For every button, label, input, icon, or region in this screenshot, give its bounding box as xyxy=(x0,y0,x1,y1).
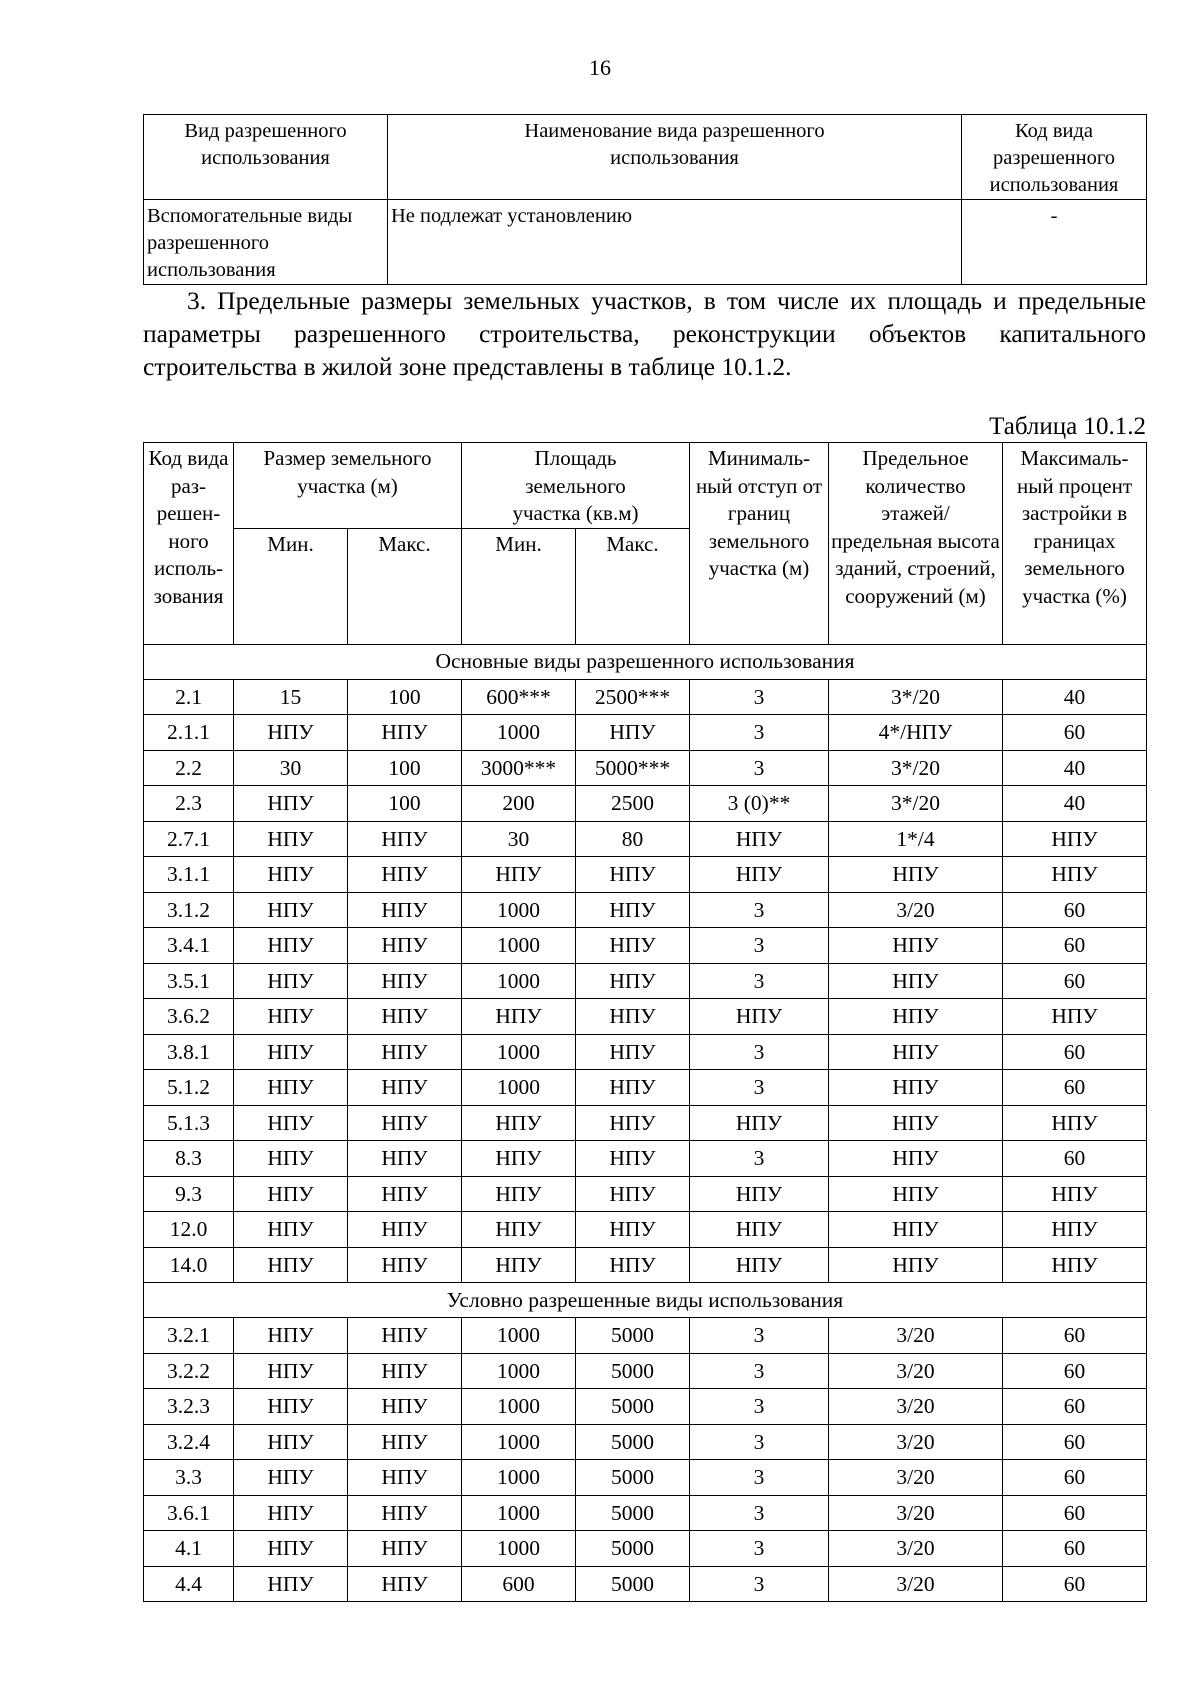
cell-code: 14.0 xyxy=(144,1247,234,1283)
cell-min-offset: НПУ xyxy=(690,1176,829,1212)
cell-area-min: 1000 xyxy=(462,1389,576,1425)
header-size-max: Макс. xyxy=(348,528,462,644)
cell-code: 12.0 xyxy=(144,1212,234,1248)
cell-max-percent: НПУ xyxy=(1003,821,1147,857)
table-row xyxy=(144,1070,1147,1106)
table-row xyxy=(144,1531,1147,1567)
cell-floors-height: 3*/20 xyxy=(829,679,1003,715)
cell-min-offset: 3 xyxy=(690,1424,829,1460)
cell-size-min: НПУ xyxy=(234,857,348,893)
cell-size-max: НПУ xyxy=(348,1460,462,1496)
cell-code: 8.3 xyxy=(144,1141,234,1177)
cell-area-max: НПУ xyxy=(576,1212,690,1248)
cell-min-offset: 3 xyxy=(690,750,829,786)
cell-area-min: 1000 xyxy=(462,1034,576,1070)
cell-max-percent: 60 xyxy=(1003,1034,1147,1070)
cell-max-percent: НПУ xyxy=(1003,1105,1147,1141)
cell-floors-height: 3/20 xyxy=(829,1353,1003,1389)
cell-floors-height: 3/20 xyxy=(829,1495,1003,1531)
table-row xyxy=(144,1176,1147,1212)
cell-size-min: НПУ xyxy=(234,1353,348,1389)
cell-size-max: НПУ xyxy=(348,1247,462,1283)
cell-area-max: 2500*** xyxy=(576,679,690,715)
cell-min-offset: 3 xyxy=(690,928,829,964)
cell-floors-height: НПУ xyxy=(829,999,1003,1035)
cell-max-percent: 60 xyxy=(1003,892,1147,928)
header-code: Код вида раз- решен- ного исполь- зования xyxy=(144,443,234,645)
cell-floors-height: НПУ xyxy=(829,1034,1003,1070)
cell-size-max: НПУ xyxy=(348,928,462,964)
cell-size-min: 15 xyxy=(234,679,348,715)
cell-min-offset: 3 xyxy=(690,1353,829,1389)
cell-size-min: НПУ xyxy=(234,1531,348,1567)
code-dash-cell: - xyxy=(962,200,1147,285)
cell-size-max: НПУ xyxy=(348,1531,462,1567)
page-number: 16 xyxy=(589,55,611,80)
cell-size-min: НПУ xyxy=(234,1566,348,1602)
cell-size-min: НПУ xyxy=(234,1105,348,1141)
cell-size-max: НПУ xyxy=(348,1424,462,1460)
table-row xyxy=(144,1105,1147,1141)
cell-size-min: НПУ xyxy=(234,1318,348,1354)
cell-area-min: 30 xyxy=(462,821,576,857)
cell-min-offset: 3 xyxy=(690,1070,829,1106)
table-row xyxy=(144,715,1147,751)
table-row xyxy=(144,892,1147,928)
cell-min-offset: 3 xyxy=(690,1566,829,1602)
table-row xyxy=(144,1318,1147,1354)
cell-size-min: НПУ xyxy=(234,963,348,999)
cell-code: 2.3 xyxy=(144,786,234,822)
cell-size-min: НПУ xyxy=(234,892,348,928)
cell-code: 2.1.1 xyxy=(144,715,234,751)
cell-size-min: НПУ xyxy=(234,1495,348,1531)
cell-size-max: НПУ xyxy=(348,1141,462,1177)
cell-area-max: НПУ xyxy=(576,1070,690,1106)
cell-size-min: НПУ xyxy=(234,1212,348,1248)
table-row xyxy=(144,928,1147,964)
cell-size-min: НПУ xyxy=(234,821,348,857)
cell-floors-height: НПУ xyxy=(829,1176,1003,1212)
cell-max-percent: 60 xyxy=(1003,1495,1147,1531)
cell-min-offset: 3 xyxy=(690,1389,829,1425)
cell-min-offset: НПУ xyxy=(690,1212,829,1248)
cell-size-min: НПУ xyxy=(234,1141,348,1177)
cell-min-offset: 3 xyxy=(690,1460,829,1496)
cell-max-percent: 60 xyxy=(1003,1424,1147,1460)
cell-area-min: 1000 xyxy=(462,1495,576,1531)
cell-area-min: 200 xyxy=(462,786,576,822)
cell-area-min: 1000 xyxy=(462,1460,576,1496)
section-title: Условно разрешенные виды использования xyxy=(144,1283,1147,1318)
cell-area-min: 1000 xyxy=(462,963,576,999)
header-max-percent: Максималь- ный процент застройки в границах земельного участка (%) xyxy=(1003,443,1147,645)
cell-area-min: 1000 xyxy=(462,1424,576,1460)
cell-area-min: НПУ xyxy=(462,1247,576,1283)
cell-max-percent: 60 xyxy=(1003,1353,1147,1389)
cell-area-min: 1000 xyxy=(462,1353,576,1389)
cell-min-offset: НПУ xyxy=(690,857,829,893)
cell-size-max: НПУ xyxy=(348,999,462,1035)
cell-code: 3.4.1 xyxy=(144,928,234,964)
header-area-min: Мин. xyxy=(462,528,576,644)
cell-size-min: НПУ xyxy=(234,999,348,1035)
table-caption: Таблица 10.1.2 xyxy=(989,413,1146,440)
table-row xyxy=(144,1389,1147,1425)
header-use-type: Вид разрешенного использования xyxy=(144,115,388,200)
cell-size-min: 30 xyxy=(234,750,348,786)
cell-code: 3.2.1 xyxy=(144,1318,234,1354)
cell-size-min: НПУ xyxy=(234,1460,348,1496)
cell-size-max: 100 xyxy=(348,679,462,715)
cell-area-max: НПУ xyxy=(576,892,690,928)
cell-max-percent: 60 xyxy=(1003,963,1147,999)
cell-floors-height: НПУ xyxy=(829,1070,1003,1106)
cell-min-offset: НПУ xyxy=(690,1247,829,1283)
cell-size-min: НПУ xyxy=(234,715,348,751)
paragraph-text: 3. Предельные размеры земельных участков, в том числе их площадь и предельные параметры разрешенного строительства, реконструкции объектов капитального строительства в жилой зоне представлены в таблице 10.1.2. xyxy=(143,286,1146,381)
cell-area-max: 5000 xyxy=(576,1460,690,1496)
cell-code: 3.3 xyxy=(144,1460,234,1496)
cell-code: 3.6.1 xyxy=(144,1495,234,1531)
cell-floors-height: НПУ xyxy=(829,1105,1003,1141)
section-row xyxy=(144,1283,1147,1318)
cell-area-min: НПУ xyxy=(462,857,576,893)
cell-area-max: 5000 xyxy=(576,1389,690,1425)
header-floors-height: Предельное количество этажей/ предельная высота зданий, строений, сооружений (м) xyxy=(829,443,1003,645)
table-row xyxy=(144,1495,1147,1531)
cell-size-max: НПУ xyxy=(348,892,462,928)
cell-size-max: НПУ xyxy=(348,1318,462,1354)
paragraph-3 xyxy=(143,284,1146,383)
not-established-cell: Не подлежат установлению xyxy=(388,200,962,285)
cell-area-min: НПУ xyxy=(462,1141,576,1177)
cell-floors-height: 3/20 xyxy=(829,1460,1003,1496)
cell-area-max: НПУ xyxy=(576,963,690,999)
cell-area-min: НПУ xyxy=(462,1176,576,1212)
cell-area-max: НПУ xyxy=(576,1034,690,1070)
cell-min-offset: НПУ xyxy=(690,1105,829,1141)
table-row xyxy=(144,1460,1147,1496)
header-min-offset: Минималь- ный отступ от границ земельного участка (м) xyxy=(690,443,829,645)
cell-size-max: НПУ xyxy=(348,1389,462,1425)
cell-min-offset: НПУ xyxy=(690,999,829,1035)
header-plot-area: Площадь земельного участка (кв.м) xyxy=(462,443,690,529)
cell-code: 3.2.3 xyxy=(144,1389,234,1425)
cell-size-min: НПУ xyxy=(234,1389,348,1425)
cell-size-max: НПУ xyxy=(348,1176,462,1212)
cell-floors-height: 3*/20 xyxy=(829,786,1003,822)
cell-max-percent: 40 xyxy=(1003,750,1147,786)
cell-max-percent: 40 xyxy=(1003,679,1147,715)
cell-floors-height: НПУ xyxy=(829,963,1003,999)
header-use-code: Код вида разрешенного использования xyxy=(962,115,1147,200)
table-row xyxy=(144,857,1147,893)
table-row xyxy=(144,200,1147,285)
header-use-name: Наименование вида разрешенного использования xyxy=(388,115,962,200)
cell-min-offset: 3 (0)** xyxy=(690,786,829,822)
permitted-use-table xyxy=(143,114,1147,285)
cell-max-percent: НПУ xyxy=(1003,999,1147,1035)
cell-size-max: НПУ xyxy=(348,1353,462,1389)
table-row xyxy=(144,1141,1147,1177)
cell-size-max: НПУ xyxy=(348,1070,462,1106)
cell-size-max: НПУ xyxy=(348,857,462,893)
table-row xyxy=(144,786,1147,822)
table-row xyxy=(144,821,1147,857)
cell-max-percent: НПУ xyxy=(1003,1247,1147,1283)
cell-area-max: НПУ xyxy=(576,1247,690,1283)
cell-floors-height: 3/20 xyxy=(829,892,1003,928)
cell-max-percent: 60 xyxy=(1003,1460,1147,1496)
cell-floors-height: НПУ xyxy=(829,928,1003,964)
cell-floors-height: 3/20 xyxy=(829,1424,1003,1460)
cell-floors-height: 1*/4 xyxy=(829,821,1003,857)
cell-code: 3.6.2 xyxy=(144,999,234,1035)
cell-area-min: 1000 xyxy=(462,892,576,928)
cell-area-min: 1000 xyxy=(462,715,576,751)
cell-max-percent: НПУ xyxy=(1003,1212,1147,1248)
cell-min-offset: 3 xyxy=(690,1495,829,1531)
cell-floors-height: НПУ xyxy=(829,857,1003,893)
cell-area-min: 600 xyxy=(462,1566,576,1602)
cell-area-min: 3000*** xyxy=(462,750,576,786)
cell-area-max: НПУ xyxy=(576,1141,690,1177)
cell-area-max: НПУ xyxy=(576,1176,690,1212)
cell-area-min: НПУ xyxy=(462,999,576,1035)
cell-max-percent: 60 xyxy=(1003,1566,1147,1602)
table-row xyxy=(144,1034,1147,1070)
cell-code: 3.2.4 xyxy=(144,1424,234,1460)
cell-area-max: 5000 xyxy=(576,1566,690,1602)
cell-size-max: НПУ xyxy=(348,963,462,999)
cell-area-min: 1000 xyxy=(462,928,576,964)
cell-max-percent: НПУ xyxy=(1003,1176,1147,1212)
cell-area-max: 2500 xyxy=(576,786,690,822)
header-plot-size: Размер земельного участка (м) xyxy=(234,443,462,529)
cell-code: 3.5.1 xyxy=(144,963,234,999)
cell-size-min: НПУ xyxy=(234,1424,348,1460)
table-header-row xyxy=(144,443,1147,529)
cell-floors-height: 3*/20 xyxy=(829,750,1003,786)
cell-min-offset: НПУ xyxy=(690,821,829,857)
table-row xyxy=(144,750,1147,786)
cell-code: 4.4 xyxy=(144,1566,234,1602)
cell-code: 3.1.1 xyxy=(144,857,234,893)
cell-size-max: НПУ xyxy=(348,1212,462,1248)
cell-size-max: НПУ xyxy=(348,715,462,751)
section-row xyxy=(144,644,1147,679)
cell-area-max: 5000 xyxy=(576,1318,690,1354)
cell-max-percent: 60 xyxy=(1003,1318,1147,1354)
table-row xyxy=(144,1247,1147,1283)
cell-size-min: НПУ xyxy=(234,928,348,964)
cell-area-max: 5000*** xyxy=(576,750,690,786)
cell-size-max: НПУ xyxy=(348,1566,462,1602)
cell-size-max: 100 xyxy=(348,786,462,822)
limit-parameters-table xyxy=(143,442,1147,1602)
cell-area-max: НПУ xyxy=(576,999,690,1035)
table-row xyxy=(144,1353,1147,1389)
cell-area-min: НПУ xyxy=(462,1212,576,1248)
cell-size-max: 100 xyxy=(348,750,462,786)
cell-max-percent: 40 xyxy=(1003,786,1147,822)
cell-code: 3.8.1 xyxy=(144,1034,234,1070)
cell-area-max: 5000 xyxy=(576,1424,690,1460)
cell-area-max: НПУ xyxy=(576,857,690,893)
cell-floors-height: НПУ xyxy=(829,1141,1003,1177)
cell-size-min: НПУ xyxy=(234,1176,348,1212)
cell-code: 5.1.2 xyxy=(144,1070,234,1106)
cell-code: 3.1.2 xyxy=(144,892,234,928)
cell-max-percent: 60 xyxy=(1003,715,1147,751)
cell-floors-height: НПУ xyxy=(829,1247,1003,1283)
cell-min-offset: 3 xyxy=(690,1141,829,1177)
section-title: Основные виды разрешенного использования xyxy=(144,644,1147,679)
cell-code: 2.2 xyxy=(144,750,234,786)
cell-area-max: 5000 xyxy=(576,1495,690,1531)
table-row xyxy=(144,963,1147,999)
cell-min-offset: 3 xyxy=(690,963,829,999)
table-row xyxy=(144,1566,1147,1602)
cell-size-min: НПУ xyxy=(234,1247,348,1283)
cell-code: 9.3 xyxy=(144,1176,234,1212)
cell-area-max: 80 xyxy=(576,821,690,857)
cell-min-offset: 3 xyxy=(690,1034,829,1070)
cell-size-min: НПУ xyxy=(234,1034,348,1070)
cell-floors-height: 4*/НПУ xyxy=(829,715,1003,751)
cell-code: 4.1 xyxy=(144,1531,234,1567)
cell-max-percent: 60 xyxy=(1003,1070,1147,1106)
cell-area-max: НПУ xyxy=(576,1105,690,1141)
cell-min-offset: 3 xyxy=(690,715,829,751)
cell-floors-height: 3/20 xyxy=(829,1566,1003,1602)
cell-code: 2.7.1 xyxy=(144,821,234,857)
cell-area-min: 1000 xyxy=(462,1070,576,1106)
cell-max-percent: 60 xyxy=(1003,1531,1147,1567)
cell-area-max: НПУ xyxy=(576,928,690,964)
cell-floors-height: НПУ xyxy=(829,1212,1003,1248)
table-row xyxy=(144,1212,1147,1248)
cell-size-max: НПУ xyxy=(348,1034,462,1070)
header-size-min: Мин. xyxy=(234,528,348,644)
cell-code: 3.2.2 xyxy=(144,1353,234,1389)
header-area-max: Макс. xyxy=(576,528,690,644)
cell-floors-height: 3/20 xyxy=(829,1531,1003,1567)
cell-area-max: НПУ xyxy=(576,715,690,751)
cell-min-offset: 3 xyxy=(690,1531,829,1567)
cell-max-percent: 60 xyxy=(1003,1141,1147,1177)
cell-size-max: НПУ xyxy=(348,821,462,857)
cell-floors-height: 3/20 xyxy=(829,1318,1003,1354)
table-header-row xyxy=(144,115,1147,200)
cell-max-percent: НПУ xyxy=(1003,857,1147,893)
cell-min-offset: 3 xyxy=(690,892,829,928)
cell-code: 5.1.3 xyxy=(144,1105,234,1141)
cell-size-min: НПУ xyxy=(234,786,348,822)
table-row xyxy=(144,679,1147,715)
cell-min-offset: 3 xyxy=(690,679,829,715)
cell-size-min: НПУ xyxy=(234,1070,348,1106)
cell-area-min: 1000 xyxy=(462,1318,576,1354)
table-row xyxy=(144,1424,1147,1460)
auxiliary-use-cell: Вспомогательные виды разрешенного использования xyxy=(144,200,388,285)
cell-max-percent: 60 xyxy=(1003,928,1147,964)
cell-area-min: 600*** xyxy=(462,679,576,715)
cell-size-max: НПУ xyxy=(348,1495,462,1531)
cell-area-min: 1000 xyxy=(462,1531,576,1567)
cell-area-min: НПУ xyxy=(462,1105,576,1141)
cell-size-max: НПУ xyxy=(348,1105,462,1141)
cell-floors-height: 3/20 xyxy=(829,1389,1003,1425)
cell-area-max: 5000 xyxy=(576,1353,690,1389)
cell-min-offset: 3 xyxy=(690,1318,829,1354)
cell-code: 2.1 xyxy=(144,679,234,715)
table-row xyxy=(144,999,1147,1035)
cell-area-max: 5000 xyxy=(576,1531,690,1567)
cell-max-percent: 60 xyxy=(1003,1389,1147,1425)
